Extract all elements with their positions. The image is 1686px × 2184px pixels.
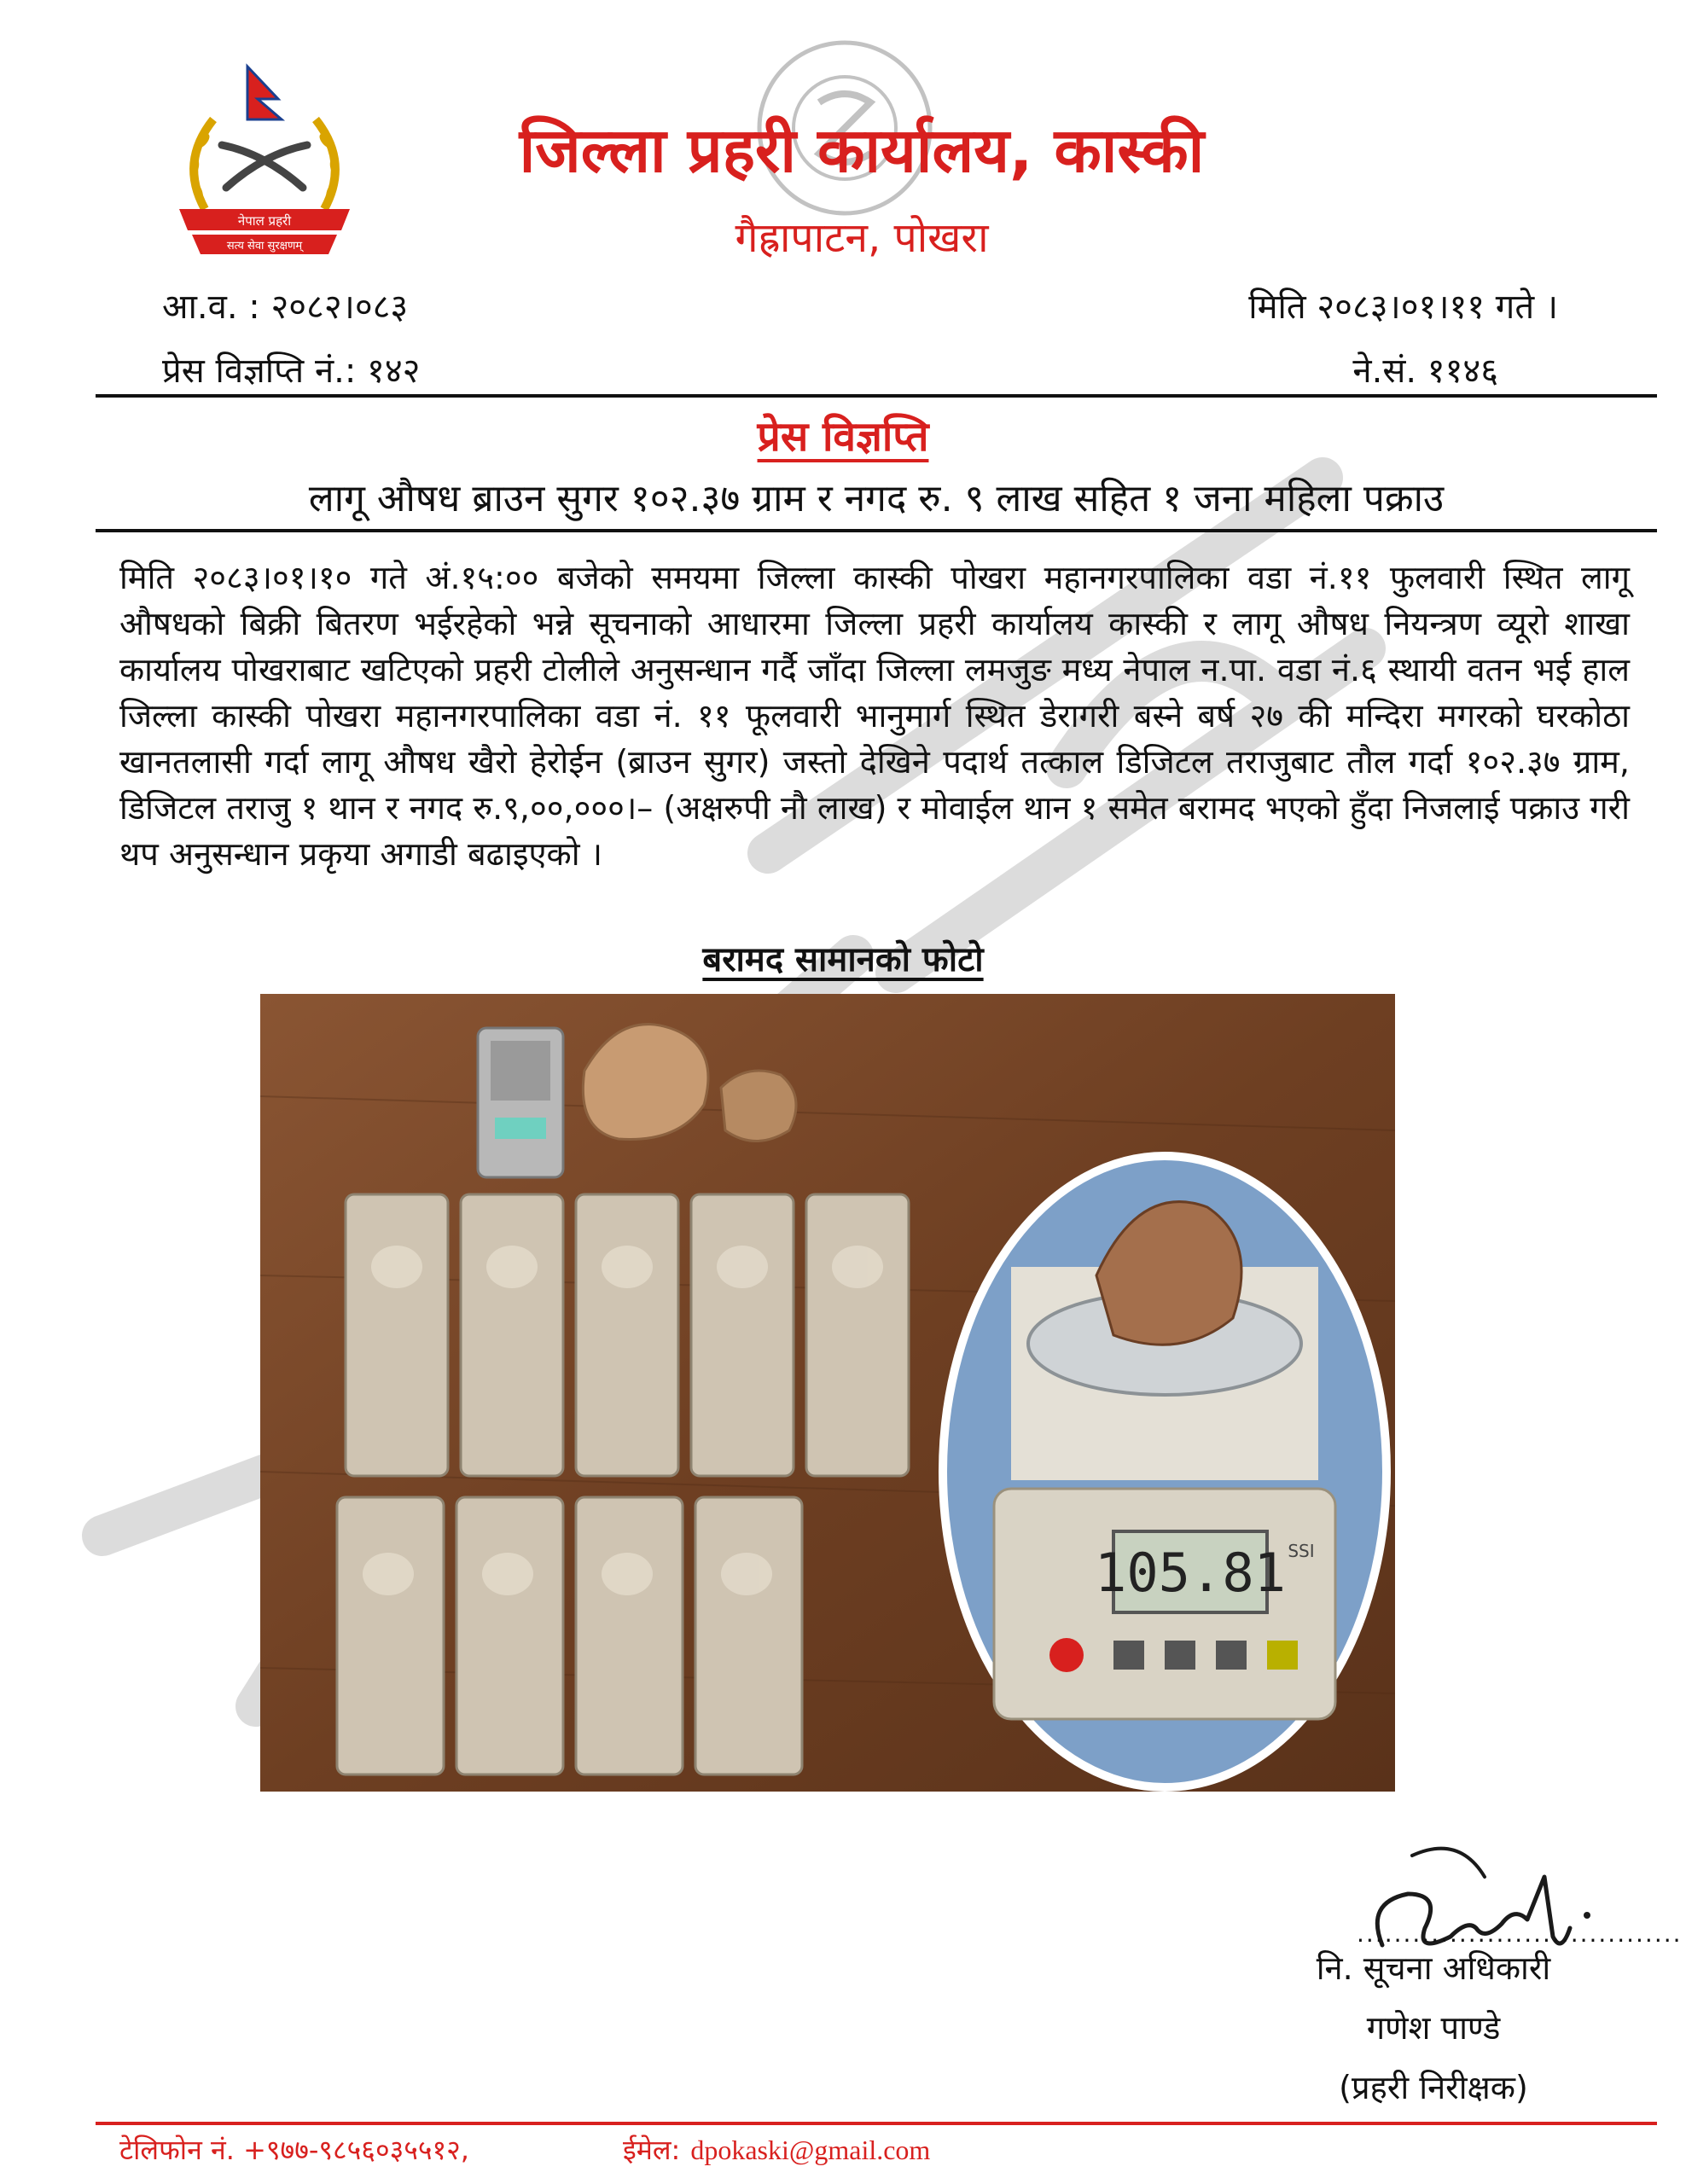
seized-items-photo: [260, 994, 1395, 1792]
office-address: गैह्रापाटन, पोखरा: [735, 214, 989, 262]
office-title: जिल्ला प्रहरी कार्यालय, कास्की: [519, 114, 1205, 186]
footer-email-address[interactable]: dpokaski@gmail.com: [690, 2135, 931, 2165]
photo-heading-row: [0, 934, 1686, 981]
footer-email-label: ईमेल:: [623, 2134, 681, 2166]
header-divider: [96, 394, 1657, 398]
fiscal-year: आ.व. : २०८२।०८३: [162, 288, 409, 327]
release-date: मिति २०८३।०१।११ गते ।: [1248, 288, 1558, 327]
emblem-banner-top: नेपाल प्रहरी: [237, 213, 292, 229]
signature-dotted-line: ...................................: [1357, 1920, 1683, 1948]
pocket-scale: [478, 1028, 563, 1177]
scale-brand: SSI: [1288, 1541, 1315, 1561]
signatory-name: गणेश पाण्डे: [1366, 2009, 1501, 2047]
nepal-samvat-year: ने.सं. ११४६: [1352, 351, 1498, 391]
signatory-rank: (प्रहरी निरीक्षक): [1339, 2069, 1528, 2106]
nepal-police-emblem-icon: [154, 60, 375, 264]
press-release-heading: प्रेस विज्ञप्ति: [757, 413, 929, 461]
press-release-number: प्रेस विज्ञप्ति नं.: १४२: [162, 351, 421, 391]
footer-divider: [96, 2122, 1657, 2125]
scale-inset: [943, 1156, 1387, 1787]
headline-divider: [96, 529, 1657, 532]
news-headline: लागू औषध ब्राउन सुगर १०२.३७ ग्राम र नगद रु. ९ लाख सहित १ जना महिला पक्राउ: [308, 477, 1445, 520]
signatory-title: नि. सूचना अधिकारी: [1316, 1949, 1551, 1987]
footer-phone: टेलिफोन नं. +९७७-९८५६०३५५१२,: [119, 2134, 469, 2166]
footer-email: [623, 2131, 930, 2168]
scale-reading: 105.81: [1095, 1542, 1286, 1604]
emblem-banner-bottom: सत्य सेवा सुरक्षणम्: [226, 240, 303, 253]
release-body: मिति २०८३।०१।१० गते अं.१५:०० बजेको समयमा जिल्ला कास्की पोखरा महानगरपालिका वडा नं.११ फुलवारी स्थित लागू औषधको बिक्री बितरण भईरहेको भन्ने सूचनाको आधारमा जिल्ला प्रहरी कार्यालय कास्की र लागू औषध नियन्त्रण व्यूरो शाखा कार्यालय पोखराबाट खटिएको प्रहरी टोलीले अनुसन्धान गर्दै जाँदा जिल्ला लमजुङ मध्य नेपाल न.पा. वडा नं.६ स्थायी वतन भई हाल जिल्ला कास्की पोखरा महानगरपालिका वडा नं. ११ फूलवारी भानुमार्ग स्थित डेरागरी बस्ने बर्ष २७ की मन्दिरा मगरको घरकोठा खानतलासी गर्दा लागू औषध खैरो हेरोईन (ब्राउन सुगर) जस्तो देखिने पदार्थ तत्काल डिजिटल तराजुबाट तौल गर्दा १०२.३७ ग्राम, डिजिटल तराजु १ थान र नगद रु.९,००,०००।– (अक्षरुपी नौ लाख) र मोवाईल थान १ समेत बरामद भएको हुँदा निजलाई पक्राउ गरी थप अनुसन्धान प्रकृया अगाडी बढाइएको ।: [119, 559, 1630, 873]
press-release-heading-row: [0, 408, 1686, 463]
photo-heading: बरामद सामानको फोटो: [702, 940, 984, 979]
